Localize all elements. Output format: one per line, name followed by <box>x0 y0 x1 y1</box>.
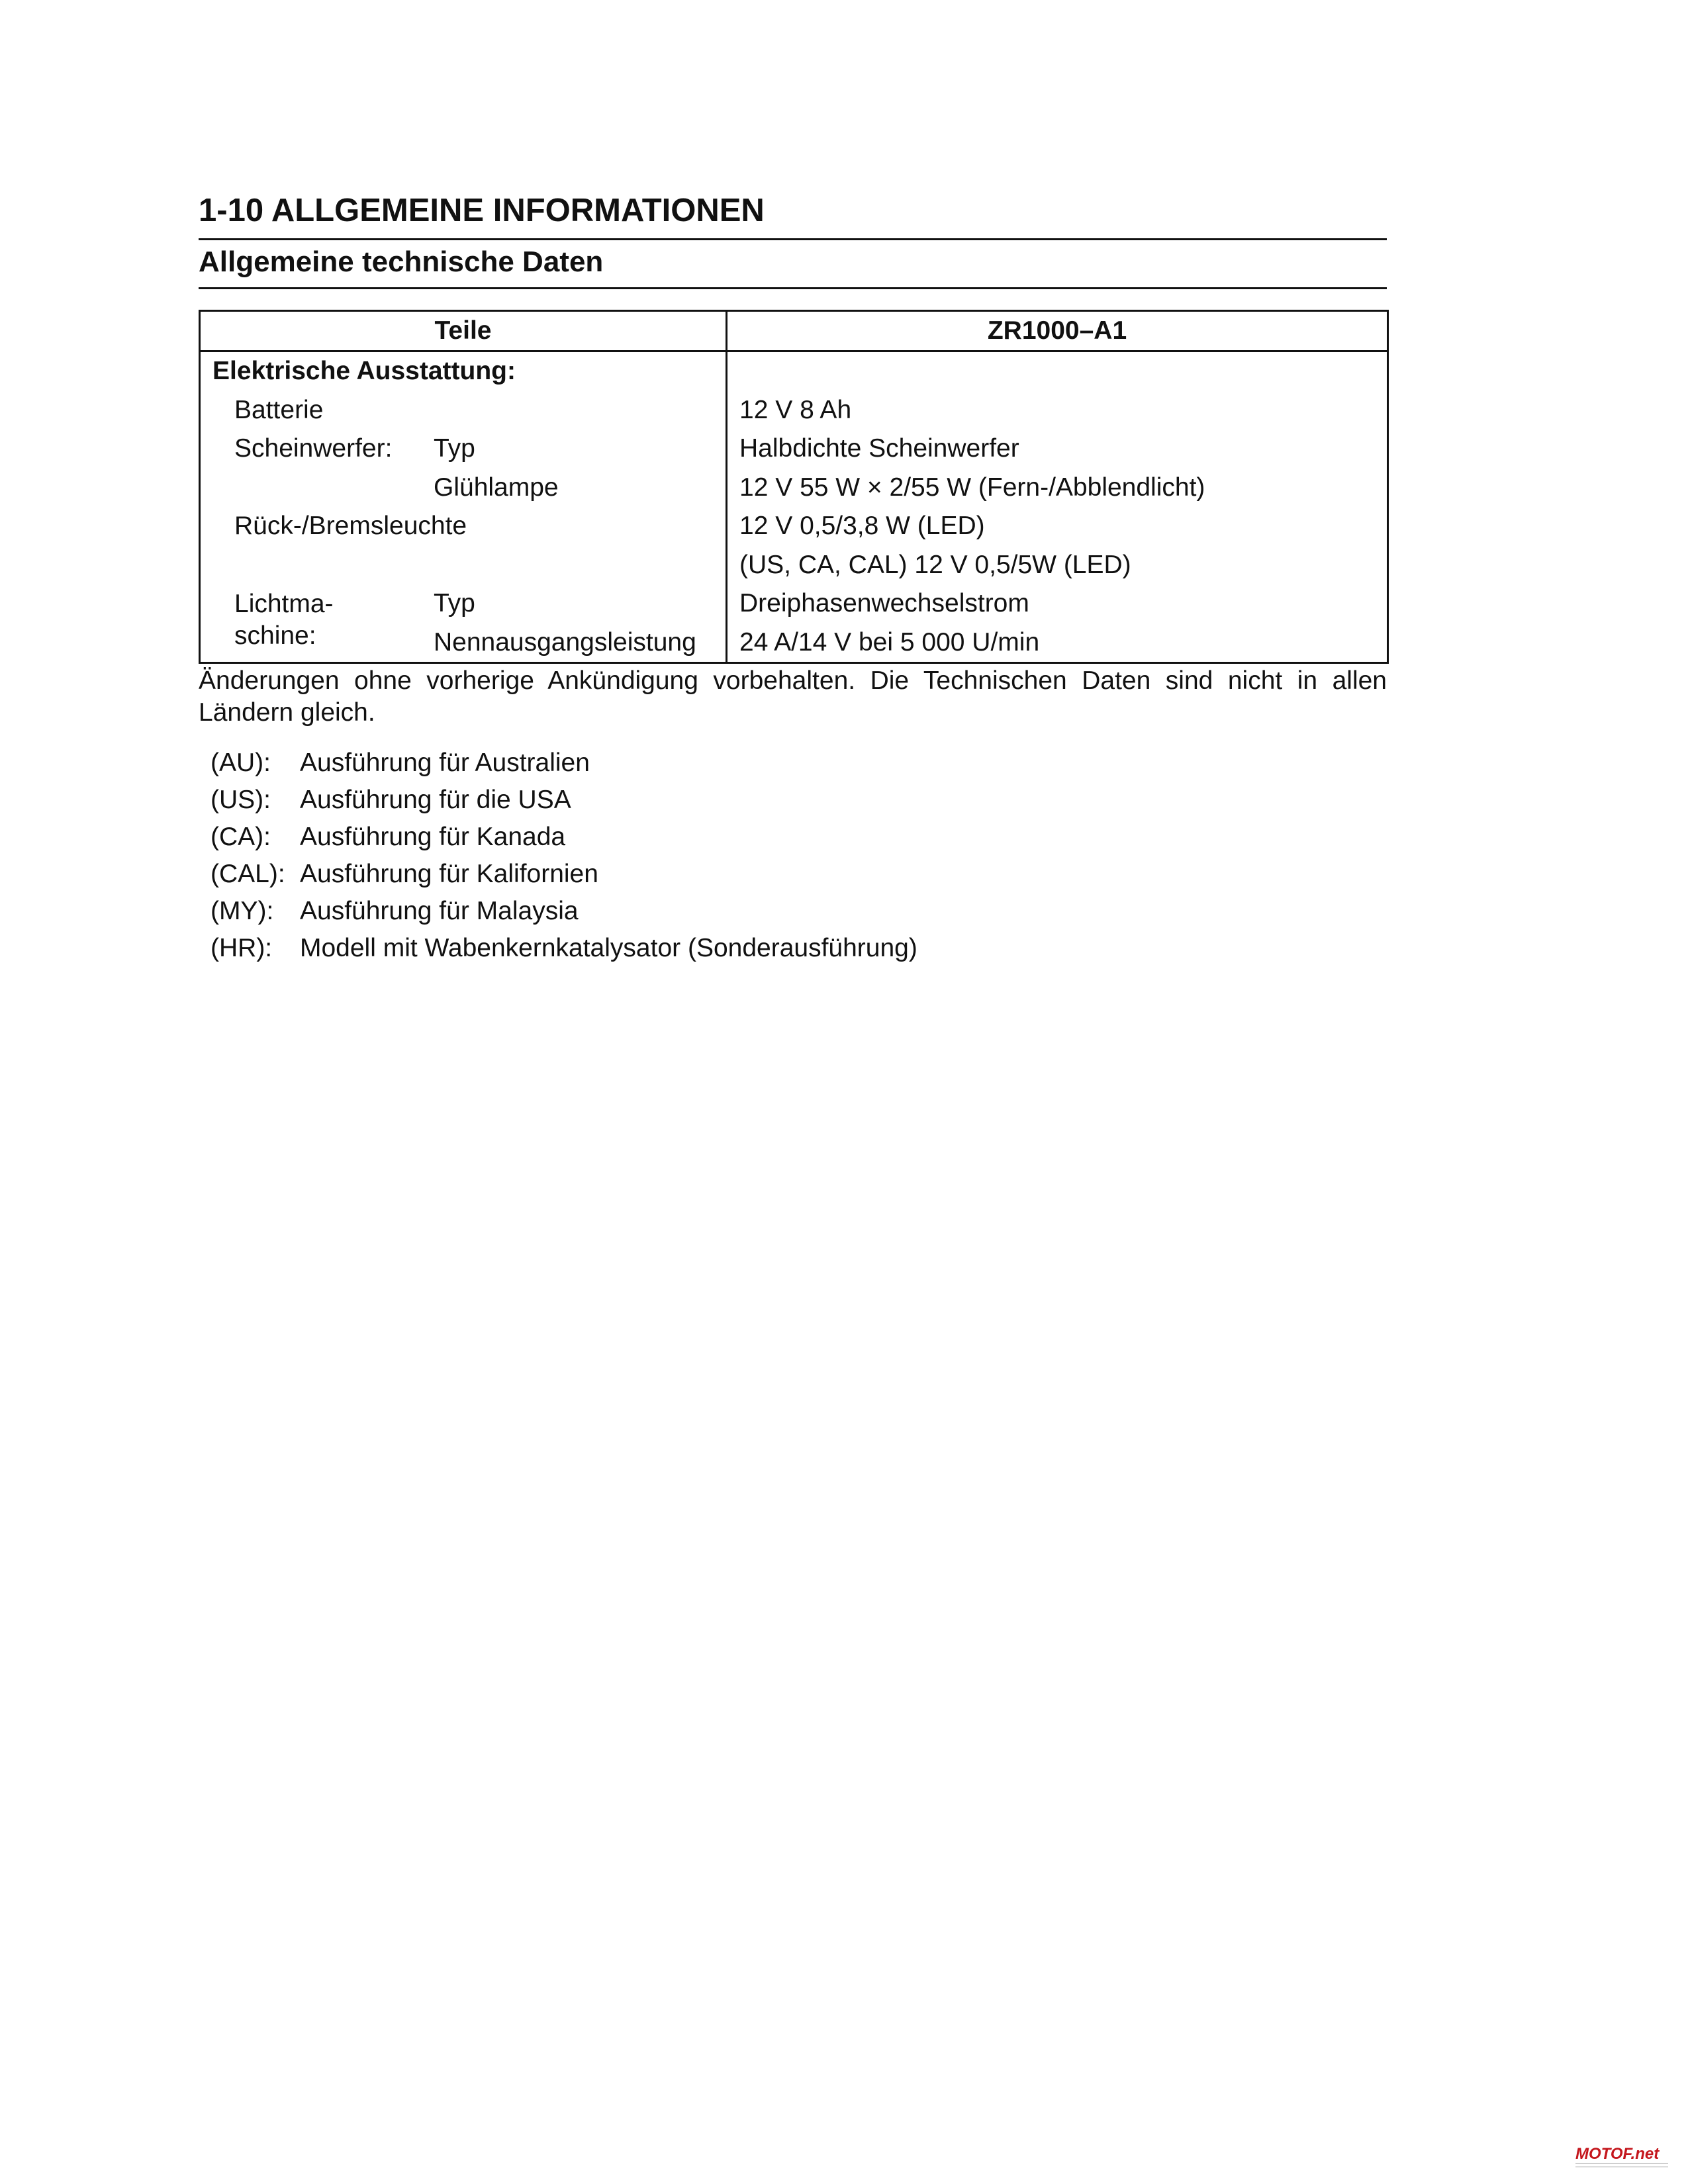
spec-table <box>199 310 1389 664</box>
row-value: 12 V 0,5/3,8 W (LED) <box>739 512 985 540</box>
group-label: Elektrische Ausstattung: <box>212 357 516 385</box>
header-model: ZR1000–A1 <box>727 311 1388 351</box>
row-sublabel: Glühlampe <box>434 473 559 502</box>
abbr-desc: Modell mit Wabenkernkatalysator (Sonderausführung) <box>300 934 917 962</box>
table-row <box>201 469 726 508</box>
title-rule <box>199 238 1387 240</box>
disclaimer-note: Änderungen ohne vorherige Ankündigung vorbehalten. Die Technischen Daten sind nicht in allen Ländern gleich. <box>199 666 1387 727</box>
abbr-code: (CAL): <box>211 860 285 888</box>
row-label: Rück-/Bremsleuchte <box>234 512 467 540</box>
group-row <box>201 352 726 391</box>
table-row <box>201 584 726 662</box>
abbr-desc: Ausführung für Australien <box>300 749 590 777</box>
abbr-code: (CA): <box>211 823 271 851</box>
table-row <box>201 430 726 469</box>
values-column <box>727 351 1388 663</box>
row-value: (US, CA, CAL) 12 V 0,5/5W (LED) <box>739 550 1131 579</box>
parts-column <box>200 351 727 663</box>
header-parts: Teile <box>200 311 727 351</box>
group-value-empty <box>727 352 1387 391</box>
abbr-desc: Ausführung für Malaysia <box>300 897 579 925</box>
row-label: Scheinwerfer: <box>234 434 393 463</box>
row-value: 12 V 8 Ah <box>739 395 852 424</box>
row-label: Batterie <box>234 395 324 424</box>
abbr-code: (HR): <box>211 934 273 962</box>
row-sublabel: Nennausgangsleistung <box>434 627 696 657</box>
table-body-row <box>200 351 1388 663</box>
watermark-underline <box>1575 2163 1668 2164</box>
row-value: 24 A/14 V bei 5 000 U/min <box>739 627 1040 657</box>
table-header-row <box>200 311 1388 351</box>
row-sublabel: Typ <box>434 589 475 617</box>
abbr-code: (MY): <box>211 897 274 925</box>
watermark-text: MOTOF.net <box>1575 2145 1660 2163</box>
section-title: 1-10 ALLGEMEINE INFORMATIONEN <box>199 193 765 228</box>
row-sublabel: Typ <box>434 434 475 463</box>
row-value: Halbdichte Scheinwerfer <box>739 434 1019 463</box>
row-value: 12 V 55 W × 2/55 W (Fern-/Abblendlicht) <box>739 473 1205 502</box>
row-label-multiline: Lichtma- schine: <box>234 590 334 650</box>
table-row <box>201 391 726 430</box>
abbr-code: (AU): <box>211 749 271 777</box>
abbr-desc: Ausführung für Kanada <box>300 823 566 851</box>
row-value: Dreiphasenwechselstrom <box>739 589 1029 617</box>
watermark-underline-2 <box>1575 2166 1668 2167</box>
abbr-desc: Ausführung für die USA <box>300 786 571 814</box>
table-row <box>201 507 726 546</box>
abbr-code: (US): <box>211 786 271 814</box>
subsection-title: Allgemeine technische Daten <box>199 246 604 278</box>
abbr-desc: Ausführung für Kalifornien <box>300 860 598 888</box>
table-row <box>201 546 726 585</box>
subtitle-rule <box>199 287 1387 289</box>
watermark-logo <box>1574 2142 1673 2171</box>
